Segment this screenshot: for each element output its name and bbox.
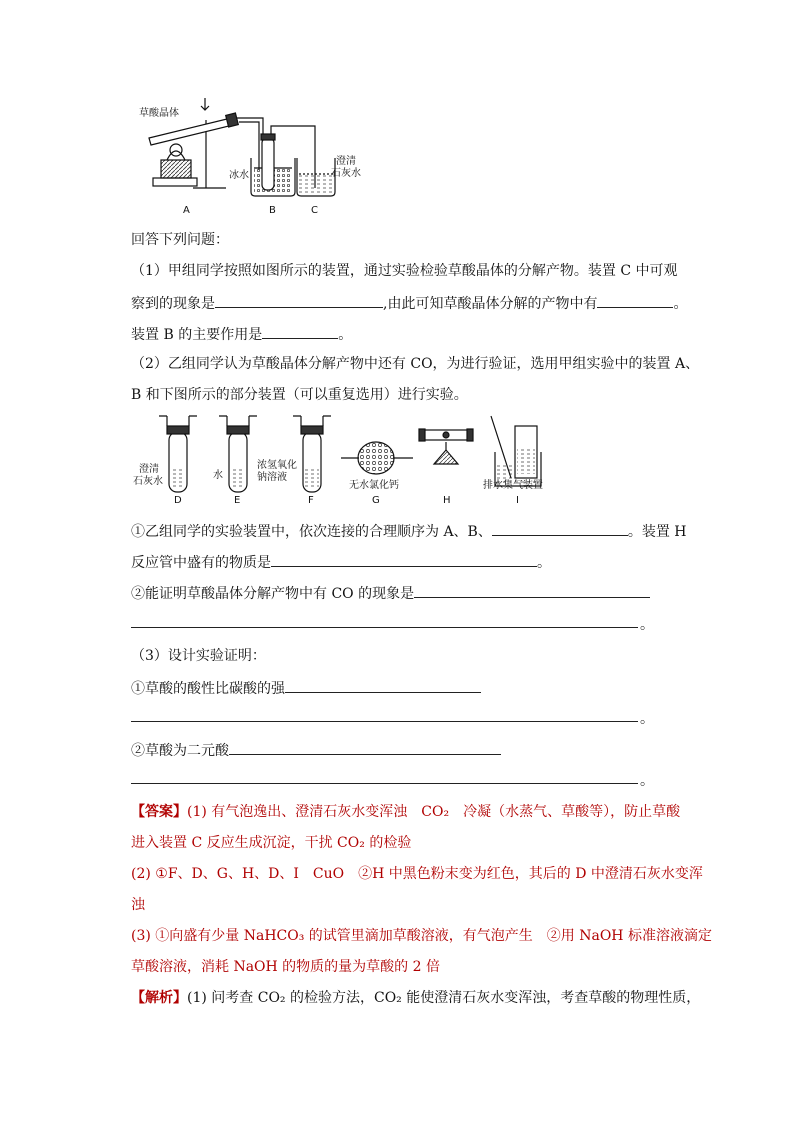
label-f-naoh-2: 钠溶液 [257,472,287,483]
apparatus-figure-2 [131,412,561,508]
q2-sub2-end: 。 [640,617,654,633]
intro-text: 回答下列问题： [131,232,229,248]
caption-a: A [183,205,190,216]
label-d-limewater-2: 石灰水 [133,476,163,487]
answer-line6: 草酸溶液，消耗 NaOH 的物质的量为草酸的 2 倍 [131,959,440,975]
answer-blank-h-substance[interactable] [271,552,537,567]
q1-line3-a: 装置 B 的主要作用是 [131,327,263,343]
q3-sub1-text: ①草酸的酸性比碳酸的强 [131,681,285,697]
q3-sub1-end: 。 [640,711,654,727]
label-i-water-collection: 排水集气装置 [483,480,543,491]
q2-sub1-line1-a: ①乙组同学的实验装置中，依次连接的合理顺序为 A、B、 [131,524,492,540]
q3-sub2-end: 。 [640,773,654,789]
answer-blank-phenomenon[interactable] [215,293,383,308]
caption-c: C [311,205,318,216]
apparatus-figure-1 [131,98,376,220]
q3-sub2-line1 [131,740,501,760]
q1-line2-b: ,由此可知草酸晶体分解的产物中有 [383,296,598,312]
answer-line4: 浊 [131,897,145,913]
answer-blank-diacid-1[interactable] [229,740,501,755]
q2-sub1-line2-a: 反应管中盛有的物质是 [131,555,271,571]
analysis-line1 [131,989,700,1007]
label-oxalic-crystal: 草酸晶体 [139,108,179,119]
caption-d: D [174,495,182,506]
q2-sub1-line2 [131,552,551,572]
q2-line2: B 和下图所示的部分装置（可以重复选用）进行实验。 [131,387,468,403]
analysis-tag: 【解析】 [131,990,187,1006]
answer-tag: 【答案】 [131,804,187,820]
answer-blank-acidity-2[interactable] [131,721,638,722]
caption-e: E [234,495,241,506]
analysis-text-1: (1) 问考查 CO₂ 的检验方法，CO₂ 能使澄清石灰水变浑浊，考查草酸的物理性质， [187,990,701,1006]
apparatus-figure-2-drawing [131,412,561,508]
answer-blank-co-phenomenon-2[interactable] [131,627,638,628]
label-f-naoh-1: 浓氢氧化 [257,460,297,471]
caption-b: B [269,205,276,216]
answer-blank-acidity-1[interactable] [285,678,481,693]
answer-blank-device-b-role[interactable] [262,324,338,339]
answer-blank-product[interactable] [597,293,673,308]
label-g-cacl2: 无水氯化钙 [349,480,399,491]
q1-line1: （1）甲组同学按照如图所示的装置，通过实验检验草酸晶体的分解产物。装置 C 中可观 [131,263,678,279]
q2-sub1-line1-b: 。装置 H [627,524,687,540]
q2-sub1-line1 [131,521,687,541]
label-ice-water: 冰水 [229,170,249,181]
label-d-limewater-1: 澄清 [139,464,159,475]
answer-line5: (3) ①向盛有少量 NaHCO₃ 的试管里滴加草酸溶液，有气泡产生 ②用 NaOH 标准溶液滴定 [131,928,712,944]
label-limewater-2: 石灰水 [331,168,361,179]
answer-text-1: (1) 有气泡逸出、澄清石灰水变浑浊 CO₂ 冷凝（水蒸气、草酸等），防止草酸 [187,804,681,820]
caption-g: G [372,495,380,506]
q2-sub1-line2-b: 。 [537,555,551,571]
q2-line1: （2）乙组同学认为草酸晶体分解产物中还有 CO，为进行验证，选用甲组实验中的装置 A、 [131,356,700,372]
answer-blank-order[interactable] [492,521,628,536]
label-limewater-1: 澄清 [336,156,356,167]
q3-sub1-line1 [131,678,481,698]
q2-sub2-line1-text: ②能证明草酸晶体分解产物中有 CO 的现象是 [131,586,415,602]
q1-line2 [131,293,687,313]
q1-line2-c: 。 [673,296,688,312]
q3-title: （3）设计实验证明： [131,648,266,664]
q2-sub2-line1 [131,583,650,603]
caption-i: I [516,495,519,506]
caption-f: F [308,495,314,506]
q1-line3-b: 。 [338,327,353,343]
q1-line2-a: 察到的现象是 [131,296,215,312]
q3-sub2-text: ②草酸为二元酸 [131,743,229,759]
q1-line3 [131,324,352,344]
answer-line2: 进入装置 C 反应生成沉淀，干扰 CO₂ 的检验 [131,835,412,851]
answer-blank-co-phenomenon-1[interactable] [414,583,650,598]
answer-line1 [131,803,680,821]
caption-h: H [443,495,451,506]
label-e-water: 水 [213,470,223,481]
answer-blank-diacid-2[interactable] [131,783,638,784]
answer-line3: (2) ①F、D、G、H、D、I CuO ②H 中黑色粉末变为红色，其后的 D 中澄清石灰水变浑 [131,866,703,882]
